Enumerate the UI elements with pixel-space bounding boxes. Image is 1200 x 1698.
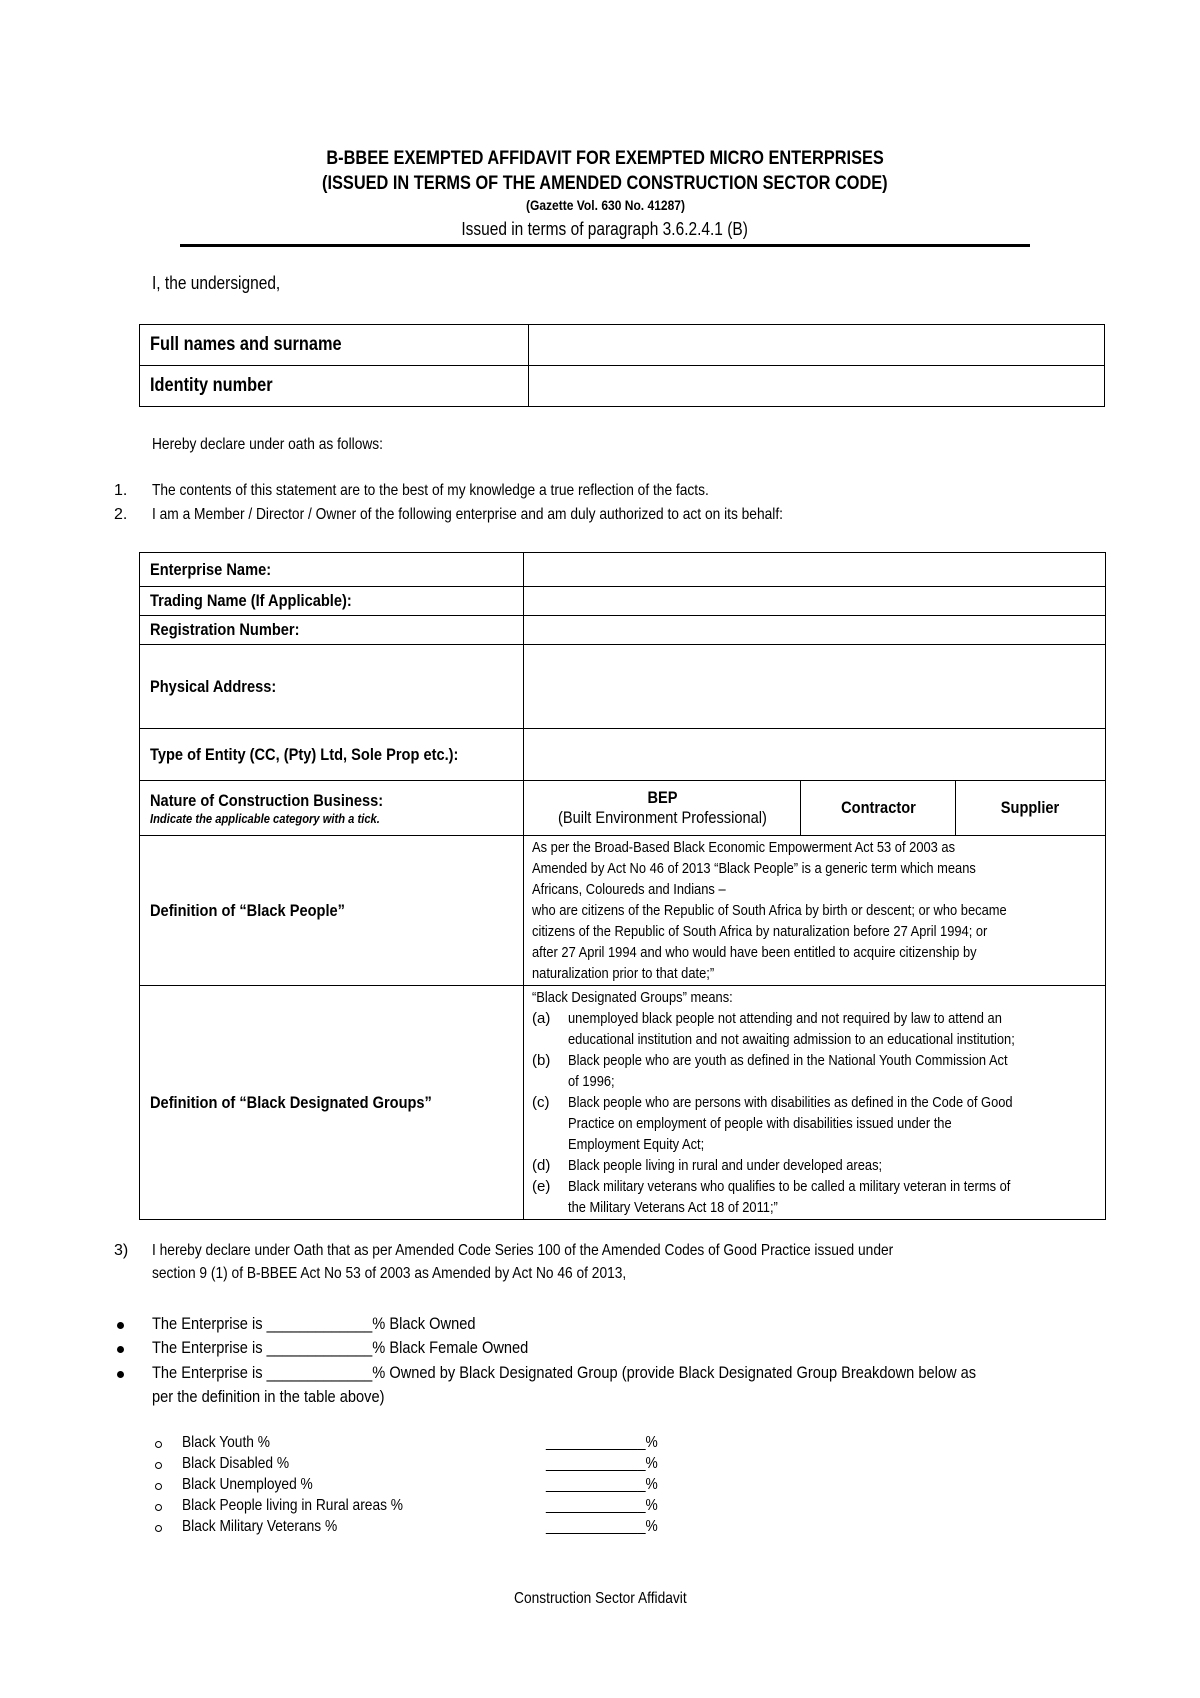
physical-address-field[interactable] [524, 645, 1106, 729]
registration-number-label: Registration Number: [140, 616, 524, 645]
breakdown-field-rural[interactable]: _____________% [546, 1497, 658, 1514]
breakdown-label-youth: Black Youth % [182, 1434, 270, 1451]
black-people-definition: As per the Broad-Based Black Economic Empowerment Act 53 of 2003 as Amended by Act No 46 of 2013 “Black People” is a generic term which means Africans, Coloureds and Indians – who are citizens of the Republic of South Africa by birth or descent; or who became citizens of the Republic of South Africa by naturalization before 27 April 1994; or after 27 April 1994 and who would have been entitled to acquire citizenship by naturalization prior to that date;” [524, 836, 1106, 986]
black-owned-line: The Enterprise is _____________% Black Owned [152, 1314, 476, 1333]
list-item: (c) Black people who are persons with disabilities as defined in the Code of Good Practice on employment of people with disabilities issued under the Employment Equity Act; [532, 1094, 1013, 1153]
bullet-icon [117, 1371, 124, 1378]
enterprise-name-field[interactable] [524, 553, 1106, 587]
bullet-icon [117, 1346, 124, 1353]
gazette-reference: (Gazette Vol. 630 No. 41287) [525, 197, 685, 213]
declaration-line-2: section 9 (1) of B-BBEE Act No 53 of 2003 as Amended by Act No 46 of 2013, [152, 1265, 627, 1282]
table-row [140, 616, 1106, 645]
list-item: (d) Black people living in rural and under developed areas; [532, 1157, 883, 1174]
list-item: (b) Black people who are youth as defined in the National Youth Commission Act of 1996; [532, 1052, 1008, 1090]
trading-name-label: Trading Name (If Applicable): [140, 587, 524, 616]
identity-table [139, 324, 1105, 407]
table-row [140, 645, 1106, 729]
contractor-option[interactable]: Contractor [801, 781, 956, 836]
type-of-entity-label: Type of Entity (CC, (Pty) Ltd, Sole Prop etc.): [140, 729, 524, 781]
full-names-label: Full names and surname [140, 325, 529, 366]
designated-groups-label: Definition of “Black Designated Groups” [140, 986, 524, 1220]
nature-of-business-cell [140, 781, 524, 836]
breakdown-label-rural: Black People living in Rural areas % [182, 1497, 404, 1514]
registration-number-field[interactable] [524, 616, 1106, 645]
bep-title: BEP [646, 788, 678, 807]
breakdown-field-veterans[interactable]: _____________% [546, 1518, 658, 1535]
list-item: (e) Black military veterans who qualifies to be called a military veteran in terms of the Military Veterans Act 18 of 2011;” [532, 1178, 1011, 1216]
list-number-3: 3) [114, 1242, 129, 1259]
designated-groups-definition: “Black Designated Groups” means: (a) unemployed black people not attending and not required by law to attend an educational institution and not awaiting admission to an educational institution; (b) Black people who are youth as defined in the National Youth Commission Act of 1996; (c) Black people who are persons with disabilities as defined in the Code of Good Practice on employment of people with disabilities issued under the Employment Equity Act; (d) Black people living in rural and under developed areas; (e) Black military veterans who qualifies to be called a military veteran in terms of the Military Veterans Act 18 of 2011;” [524, 986, 1106, 1220]
enterprise-name-label: Enterprise Name: [140, 553, 524, 587]
table-row [140, 986, 1106, 1220]
type-of-entity-field[interactable] [524, 729, 1106, 781]
bep-subtitle: (Built Environment Professional) [557, 808, 767, 827]
list-number-2: 2. [114, 506, 128, 523]
table-row [140, 729, 1106, 781]
physical-address-label: Physical Address: [140, 645, 524, 729]
supplier-option[interactable]: Supplier [956, 781, 1106, 836]
bep-option[interactable] [524, 781, 801, 836]
designated-group-owned-line: The Enterprise is _____________% Owned by Black Designated Group (provide Black Designated Group Breakdown below as [152, 1363, 977, 1382]
declaration-line-1: I hereby declare under Oath that as per Amended Code Series 100 of the Amended Codes of Good Practice issued under [152, 1242, 894, 1259]
bullet-icon [117, 1322, 124, 1329]
identity-number-field[interactable] [529, 366, 1105, 407]
circle-bullet-icon [155, 1462, 162, 1469]
breakdown-field-disabled[interactable]: _____________% [546, 1455, 658, 1472]
table-row [140, 325, 1105, 366]
breakdown-label-unemployed: Black Unemployed % [182, 1476, 313, 1493]
nature-of-business-hint: Indicate the applicable category with a tick. [150, 810, 380, 826]
breakdown-label-veterans: Black Military Veterans % [182, 1518, 338, 1535]
paragraph-reference: Issued in terms of paragraph 3.6.2.4.1 (B) [461, 219, 749, 239]
table-row [140, 553, 1106, 587]
enterprise-table [139, 552, 1106, 1220]
table-row [140, 836, 1106, 986]
page-footer: Construction Sector Affidavit [513, 1590, 687, 1607]
document-title: B-BBEE EXEMPTED AFFIDAVIT FOR EXEMPTED MICRO ENTERPRISES [326, 148, 884, 169]
circle-bullet-icon [155, 1525, 162, 1532]
table-row [140, 587, 1106, 616]
list-item-2: I am a Member / Director / Owner of the following enterprise and am duly authorized to act on its behalf: [152, 506, 783, 523]
breakdown-label-disabled: Black Disabled % [182, 1455, 290, 1472]
black-people-label: Definition of “Black People” [140, 836, 524, 986]
table-row [140, 366, 1105, 407]
document-subtitle: (ISSUED IN TERMS OF THE AMENDED CONSTRUCTION SECTOR CODE) [322, 173, 888, 194]
breakdown-field-youth[interactable]: _____________% [546, 1434, 658, 1451]
list-number-1: 1. [114, 482, 128, 499]
nature-of-business-label: Nature of Construction Business: [150, 790, 384, 810]
full-names-field[interactable] [529, 325, 1105, 366]
circle-bullet-icon [155, 1504, 162, 1511]
black-female-owned-line: The Enterprise is _____________% Black Female Owned [152, 1338, 529, 1357]
header-rule [180, 244, 1030, 247]
breakdown-field-unemployed[interactable]: _____________% [546, 1476, 658, 1493]
list-item: (a) unemployed black people not attending and not required by law to attend an educational institution and not awaiting admission to an educational institution; [532, 1010, 1015, 1048]
trading-name-field[interactable] [524, 587, 1106, 616]
circle-bullet-icon [155, 1441, 162, 1448]
identity-number-label: Identity number [140, 366, 529, 407]
list-item-1: The contents of this statement are to the best of my knowledge a true reflection of the facts. [152, 482, 709, 499]
circle-bullet-icon [155, 1483, 162, 1490]
declare-text: Hereby declare under oath as follows: [152, 436, 383, 453]
intro-text: I, the undersigned, [152, 273, 281, 293]
table-row [140, 781, 1106, 836]
designated-group-owned-continuation: per the definition in the table above) [152, 1387, 385, 1406]
